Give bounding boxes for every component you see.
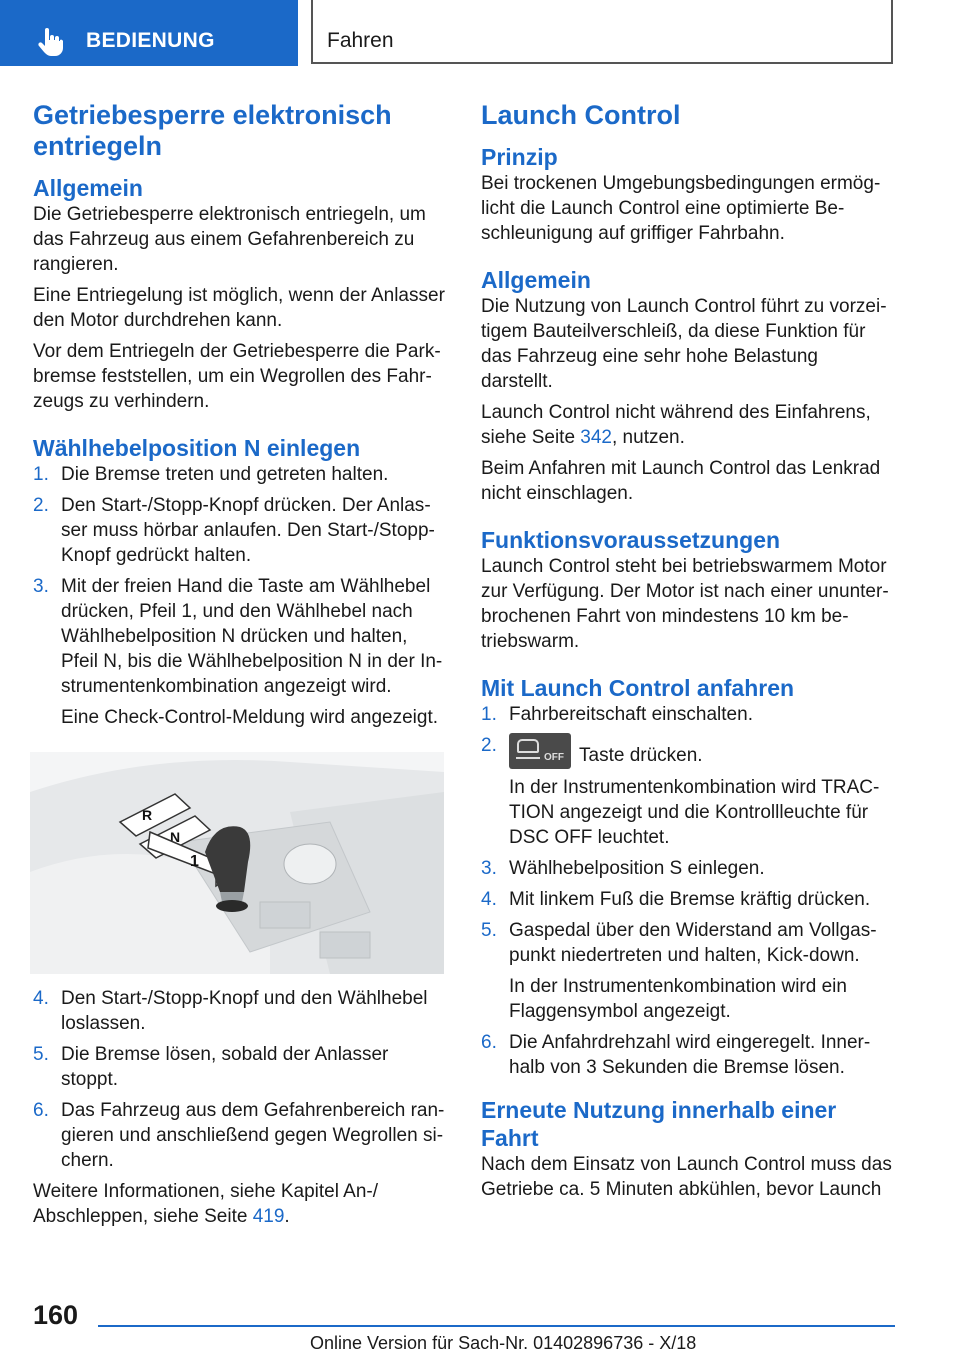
- step-text: Wählhebelposition S einlegen.: [509, 858, 765, 879]
- section-title-launch-control: Launch Control: [481, 100, 681, 130]
- step-text: Fahrbereitschaft einschalten.: [509, 704, 753, 725]
- step-number: 1.: [33, 464, 49, 485]
- list-item: [33, 1098, 445, 1173]
- footer-divider: [98, 1325, 895, 1327]
- list-item: [481, 733, 895, 850]
- steps-list: [33, 462, 445, 730]
- heading-anfahren: Mit Launch Control anfahren: [481, 675, 795, 701]
- off-label: OFF: [544, 752, 564, 763]
- list-item: [481, 856, 895, 881]
- paragraph: Bei trockenen Umgebungsbedingungen ermöglicht die Launch Control eine optimierte Beschleunigung auf griffiger Fahrbahn.: [481, 173, 881, 244]
- step-text: Taste drücken.: [579, 745, 703, 766]
- paragraph: Eine Entriegelung ist möglich, wenn der Anlasser den Motor durchdrehen kann.: [33, 285, 445, 331]
- step-number: 4.: [33, 988, 49, 1009]
- step-text: Gaspedal über den Widerstand am Vollgaspunkt niedertreten und halten, Kick-down.: [509, 920, 877, 966]
- reference-text: Launch Control nicht während des Einfahrens, siehe Seite: [481, 402, 871, 448]
- paragraph: Die Getriebesperre elektronisch entriegeln, um das Fahrzeug aus einem Gefahrenbereich zu rangieren.: [33, 204, 426, 275]
- footer-version-text: Online Version für Sach-Nr. 01402896736 - X/18: [310, 1333, 697, 1353]
- steps-list: [481, 702, 895, 1080]
- chapter-label: Fahren: [327, 29, 394, 52]
- heading-prinzip: Prinzip: [481, 144, 558, 170]
- left-column: [33, 100, 445, 1229]
- list-item: [33, 574, 445, 730]
- step-text: Die Bremse lösen, sobald der Anlasser stoppt.: [61, 1044, 389, 1090]
- step-note: In der Instrumentenkombination wird ein Flaggensymbol angezeigt.: [509, 976, 847, 1022]
- list-item: [481, 887, 895, 912]
- paragraph: Die Nutzung von Launch Control führt zu vorzeitigem Bauteilverschleiß, da diese Funktion für das Fahrzeug eine sehr hohe Belastung darstellt.: [481, 296, 887, 392]
- list-item: [33, 493, 445, 568]
- list-item: [33, 986, 445, 1036]
- arrow-label-1: 1: [190, 853, 199, 870]
- step-number: 6.: [481, 1032, 497, 1053]
- step-text: Mit der freien Hand die Taste am Wählhebel drücken, Pfeil 1, und den Wählhebel nach Wählhebelposition N drücken und halten, Pfeil N, bis die Wählhebelposition N in der Instrumentenkombination angezeigt wird.: [61, 576, 443, 697]
- chapter-tab: [311, 0, 893, 64]
- heading-allgemein: Allgemein: [481, 267, 591, 293]
- list-item: [33, 462, 445, 487]
- paragraph: Nach dem Einsatz von Launch Control muss das Getriebe ca. 5 Minuten abkühlen, bevor Launch: [481, 1154, 892, 1200]
- heading-funktionsvoraussetzungen: Funktionsvoraussetzungen: [481, 527, 781, 553]
- dsc-off-button-icon: [509, 733, 571, 769]
- step-number: 5.: [481, 920, 497, 941]
- step-number: 1.: [481, 704, 497, 725]
- right-column: [481, 100, 895, 1202]
- step-text: Den Start-/Stopp-Knopf und den Wählhebel loslassen.: [61, 988, 428, 1034]
- step-note: Eine Check-Control-Meldung wird angezeigt.: [61, 707, 439, 728]
- step-text: Das Fahrzeug aus dem Gefahrenbereich rangieren und anschließend gegen Wegrollen sichern.: [61, 1100, 445, 1171]
- hand-pointer-icon: [38, 28, 64, 56]
- paragraph-reference: [481, 400, 895, 450]
- reference-suffix: , nutzen.: [612, 427, 685, 448]
- reference-text: Weitere Informationen, siehe Kapitel An-/ Abschleppen, siehe Seite: [33, 1181, 379, 1227]
- gear-selector-illustration: [30, 752, 444, 974]
- page-number: 160: [33, 1300, 79, 1330]
- paragraph: Launch Control steht bei betriebswarmem Motor zur Verfügung. Der Motor ist nach einer ununterbrochenen Fahrt von mindestens 10 km betriebswarm.: [481, 556, 889, 652]
- section-label: BEDIENUNG: [86, 29, 215, 52]
- step-number: 3.: [33, 576, 49, 597]
- list-item: [33, 1042, 445, 1092]
- heading-allgemein: Allgemein: [33, 175, 143, 201]
- page-link-419[interactable]: 419: [252, 1206, 285, 1227]
- heading-erneute-nutzung: Erneute Nutzung innerhalb einer Fahrt: [481, 1097, 837, 1151]
- paragraph: Vor dem Entriegeln der Getriebesperre die Parkbremse feststellen, um ein Wegrollen des Fahrzeugs zu verhindern.: [33, 341, 441, 412]
- steps-list-continued: [33, 986, 445, 1173]
- step-number: 4.: [481, 889, 497, 910]
- paragraph-reference: [33, 1179, 445, 1229]
- step-number: 3.: [481, 858, 497, 879]
- step-note: In der Instrumentenkombination wird TRACTION angezeigt und die Kontrollleuchte für DSC OFF leuchtet.: [509, 777, 880, 848]
- step-number: 2.: [33, 495, 49, 516]
- list-item: [481, 918, 895, 1024]
- list-item: [481, 702, 895, 727]
- page-link-342[interactable]: 342: [580, 427, 612, 448]
- arrow-label-n: N: [170, 829, 181, 845]
- gear-selector-figure: [30, 752, 444, 974]
- step-text: Die Anfahrdrehzahl wird eingeregelt. Innerhalb von 3 Sekunden die Bremse lösen.: [509, 1032, 871, 1078]
- paragraph: Beim Anfahren mit Launch Control das Lenkrad nicht einschlagen.: [481, 458, 881, 504]
- list-item: [481, 1030, 895, 1080]
- step-text: Den Start-/Stopp-Knopf drücken. Der Anlasser muss hörbar anlaufen. Den Start-/Stopp-Knopf gedrückt halten.: [61, 495, 435, 566]
- heading-waehlhebel: Wählhebelposition N einlegen: [33, 435, 361, 461]
- arrow-label-r: R: [142, 807, 153, 823]
- step-text: Die Bremse treten und getreten halten.: [61, 464, 389, 485]
- step-number: 2.: [481, 735, 497, 756]
- section-tab: [0, 0, 298, 66]
- reference-suffix: .: [284, 1206, 290, 1227]
- step-number: 6.: [33, 1100, 49, 1121]
- step-number: 5.: [33, 1044, 49, 1065]
- step-text: Mit linkem Fuß die Bremse kräftig drücken.: [509, 889, 871, 910]
- section-title-getriebesperre: Getriebesperre elektronisch entriegeln: [33, 100, 392, 161]
